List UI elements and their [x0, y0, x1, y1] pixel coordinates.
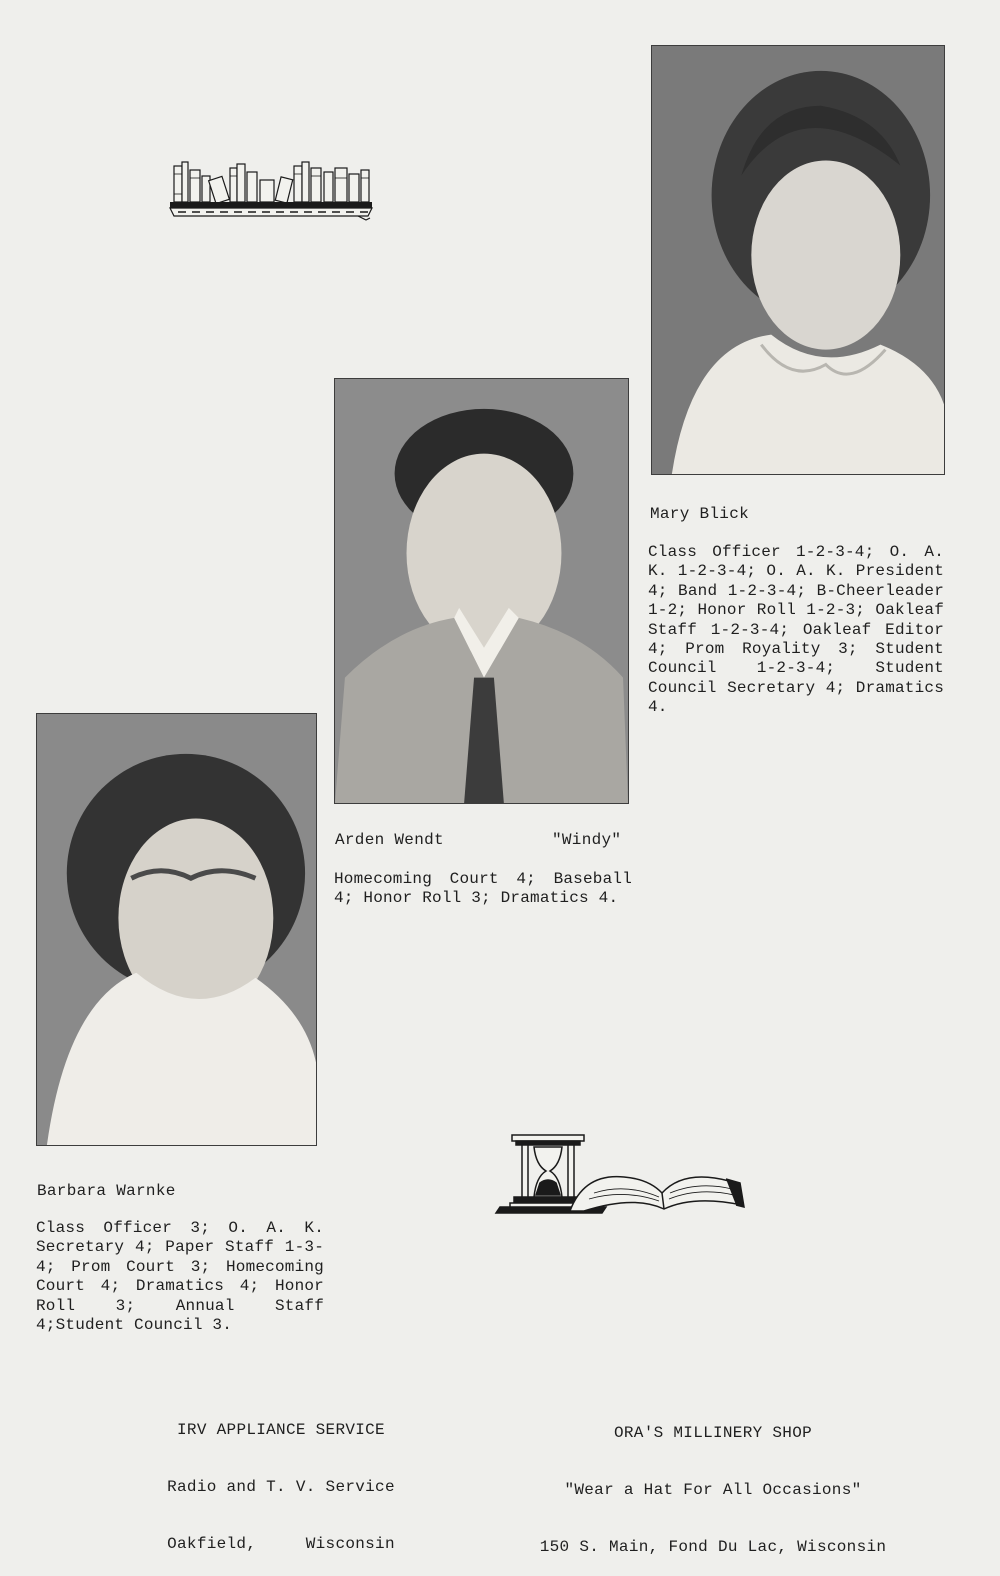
- ad-business-name: IRV APPLIANCE SERVICE: [177, 1421, 385, 1439]
- ad-tagline: "Wear a Hat For All Occasions": [564, 1481, 862, 1499]
- student-name-mary-blick: Mary Blick: [650, 505, 750, 523]
- ad-irv-appliance-service: [136, 1383, 426, 1573]
- ad-oras-millinery-shop: [505, 1386, 921, 1576]
- hourglass-book-icon: [494, 1133, 752, 1217]
- student-name-barbara-warnke: Barbara Warnke: [37, 1182, 176, 1200]
- student-name-arden-wendt: Arden Wendt: [335, 831, 444, 849]
- ad-business-name: ORA'S MILLINERY SHOP: [613, 1424, 813, 1442]
- portrait-photo-arden-wendt: [334, 378, 629, 804]
- ad-address: Oakfield, Wisconsin: [167, 1535, 395, 1553]
- ad-address: 150 S. Main, Fond Du Lac, Wisconsin: [539, 1538, 887, 1556]
- student-activities-mary-blick: Class Officer 1-2-3-4; O. A. K. 1-2-3-4; O. A. K. President 4; Band 1-2-3-4; B-Cheerleader 1-2; Honor Roll 1-2-3; Oakleaf Staff 1-2-3-4; Oakleaf Editor 4; Prom Royality 3; Student Council 1-2-3-4; Student Council Secretary 4; Dramatics 4.: [648, 543, 944, 717]
- bookshelf-icon: [168, 158, 374, 222]
- student-activities-arden-wendt: Homecoming Court 4; Baseball 4; Honor Roll 3; Dramatics 4.: [334, 870, 632, 908]
- ad-tagline: Radio and T. V. Service: [167, 1478, 395, 1496]
- student-nickname-arden-wendt: "Windy": [552, 831, 622, 849]
- student-activities-barbara-warnke: Class Officer 3; O. A. K. Secretary 4; Paper Staff 1-3-4; Prom Court 3; Homecoming Court 4; Dramatics 4; Honor Roll 3; Annual Staff 4;Student Council 3.: [36, 1219, 324, 1335]
- portrait-photo-mary-blick: [651, 45, 945, 475]
- portrait-photo-barbara-warnke: [36, 713, 317, 1146]
